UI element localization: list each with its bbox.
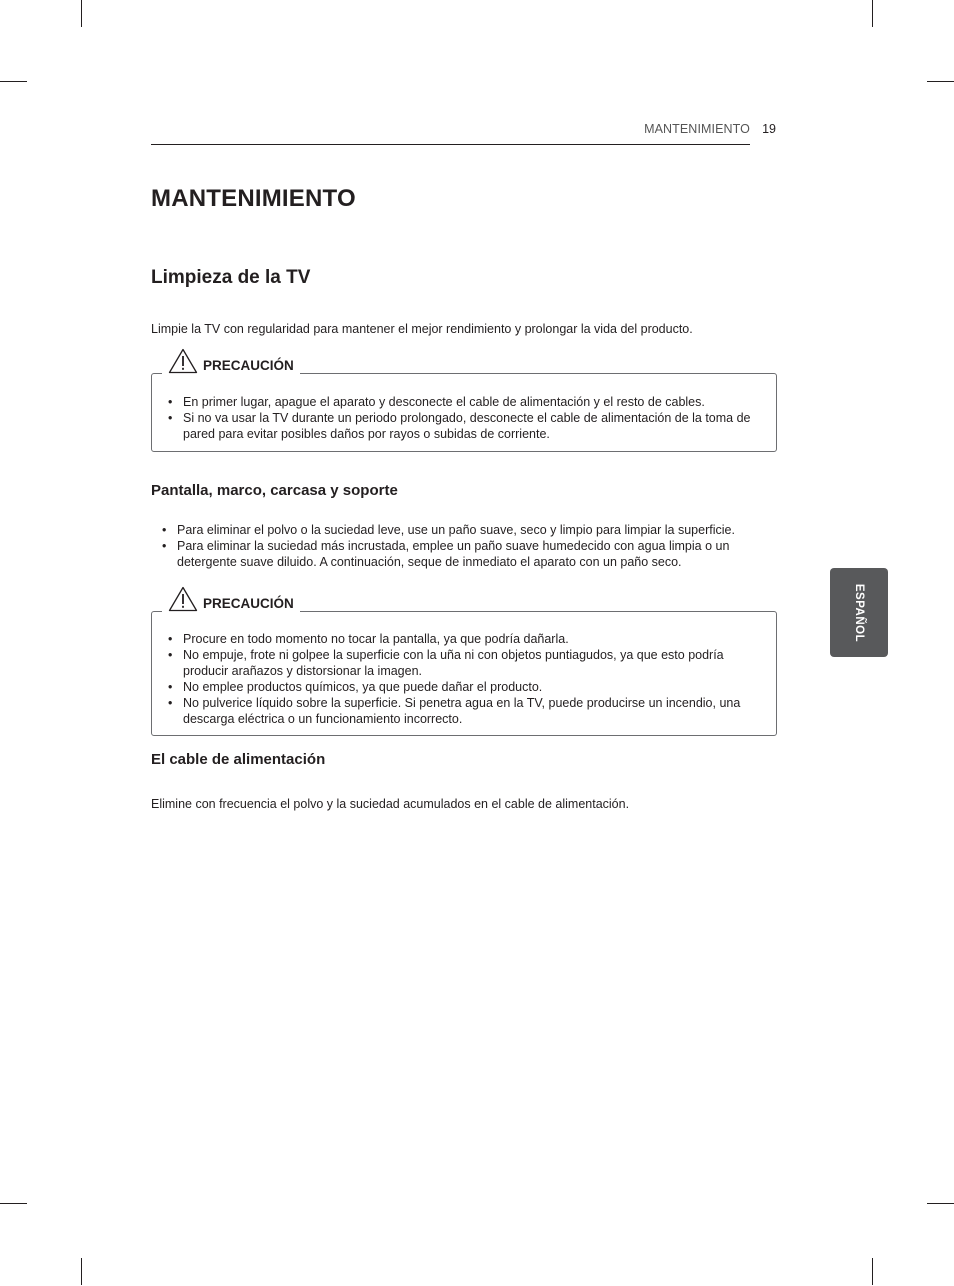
language-tab xyxy=(830,568,888,657)
crop-mark xyxy=(927,1203,954,1204)
caution-list xyxy=(168,394,758,442)
crop-mark xyxy=(81,1258,82,1285)
list-item: • No emplee productos químicos, ya que puede dañar el producto. xyxy=(168,679,758,695)
caution-label: PRECAUCIÓN xyxy=(203,596,294,611)
caution-header xyxy=(162,352,300,374)
list-item: • Para eliminar la suciedad más incrustada, emplee un paño suave humedecido con agua limpia o un detergente suave diluido. A continuación, seque de inmediato el aparato con un paño seco. xyxy=(162,538,772,570)
running-header-section: MANTENIMIENTO xyxy=(644,122,750,136)
caution-box xyxy=(151,358,777,452)
intro-paragraph: Limpie la TV con regularidad para mantener el mejor rendimiento y prolongar la vida del producto. xyxy=(151,322,693,336)
header-rule xyxy=(151,144,750,145)
subsection-title: Pantalla, marco, carcasa y soporte xyxy=(151,482,398,499)
list-item: • En primer lugar, apague el aparato y desconecte el cable de alimentación y el resto de cables. xyxy=(168,394,758,410)
running-header xyxy=(151,122,776,144)
list-item: • Si no va usar la TV durante un periodo prolongado, desconecte el cable de alimentación de la toma de pared para evitar posibles daños por rayos o subidas de corriente. xyxy=(168,410,758,442)
caution-box xyxy=(151,596,777,736)
crop-mark xyxy=(81,0,82,27)
crop-mark xyxy=(872,1258,873,1285)
caution-header xyxy=(162,590,300,612)
warning-triangle-icon xyxy=(168,586,198,612)
cleaning-list xyxy=(162,522,772,570)
warning-triangle-icon xyxy=(168,348,198,374)
crop-mark xyxy=(927,81,954,82)
list-item: • No empuje, frote ni golpee la superficie con la uña ni con objetos puntiagudos, ya que esto podría producir arañazos y distorsionar la imagen. xyxy=(168,647,758,679)
list-item: • Procure en todo momento no tocar la pantalla, ya que podría dañarla. xyxy=(168,631,758,647)
page-title: MANTENIMIENTO xyxy=(151,185,356,212)
list-item: • No pulverice líquido sobre la superficie. Si penetra agua en la TV, puede producirse un incendio, una descarga eléctrica o un funcionamiento incorrecto. xyxy=(168,695,758,727)
section-title: Limpieza de la TV xyxy=(151,267,311,288)
subsection-title: El cable de alimentación xyxy=(151,751,326,768)
language-tab-label: ESPAÑOL xyxy=(853,583,865,642)
caution-list xyxy=(168,631,758,727)
crop-mark xyxy=(0,81,27,82)
crop-mark xyxy=(0,1203,27,1204)
page-number: 19 xyxy=(762,122,776,136)
crop-mark xyxy=(872,0,873,27)
power-cable-paragraph: Elimine con frecuencia el polvo y la suciedad acumulados en el cable de alimentación. xyxy=(151,797,630,811)
list-item: • Para eliminar el polvo o la suciedad leve, use un paño suave, seco y limpio para limpiar la superficie. xyxy=(162,522,772,538)
caution-label: PRECAUCIÓN xyxy=(203,358,294,373)
